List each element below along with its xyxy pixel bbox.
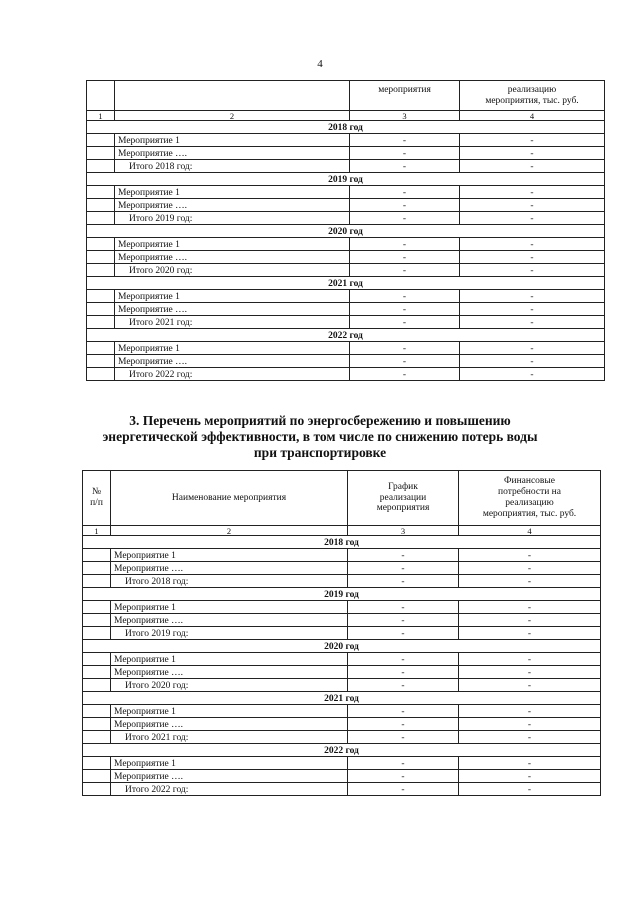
finance-cell: - xyxy=(459,653,601,666)
measure-row xyxy=(83,770,601,783)
schedule-cell: - xyxy=(350,290,460,303)
section-title-line2: энергетической эффективности, в том числе по снижению потерь воды xyxy=(102,429,538,445)
measure-name: Итого 2019 год: xyxy=(111,627,348,640)
year-heading: 2021 год xyxy=(83,692,601,705)
year-row xyxy=(83,588,601,601)
measure-name: Мероприятие …. xyxy=(115,303,350,316)
measure-row xyxy=(87,290,605,303)
total-row xyxy=(87,316,605,329)
header-col4-line2: мероприятия, тыс. руб. xyxy=(485,95,579,106)
header-cell-3 xyxy=(348,471,459,526)
row-number-cell xyxy=(83,653,111,666)
header-cell-1 xyxy=(87,81,115,111)
total-row xyxy=(87,160,605,173)
col-number: 4 xyxy=(460,111,605,121)
measure-row xyxy=(87,199,605,212)
measure-name: Итого 2022 год: xyxy=(115,368,350,381)
finance-cell: - xyxy=(459,731,601,744)
row-number-cell xyxy=(87,160,115,173)
total-row xyxy=(87,264,605,277)
year-row xyxy=(87,225,605,238)
finance-cell: - xyxy=(459,575,601,588)
measure-name: Мероприятие …. xyxy=(115,251,350,264)
year-row xyxy=(87,277,605,290)
section-title-line3: при транспортировке xyxy=(253,445,387,461)
col-number: 4 xyxy=(459,526,601,536)
finance-cell: - xyxy=(460,368,605,381)
schedule-cell: - xyxy=(348,653,459,666)
finance-cell: - xyxy=(459,679,601,692)
row-number-cell xyxy=(83,601,111,614)
measure-name: Мероприятие 1 xyxy=(111,601,348,614)
measure-name: Мероприятие 1 xyxy=(115,238,350,251)
schedule-cell: - xyxy=(350,238,460,251)
schedule-cell: - xyxy=(350,316,460,329)
measure-name: Итого 2018 год: xyxy=(115,160,350,173)
schedule-cell: - xyxy=(350,212,460,225)
header-col3-line1: График xyxy=(388,481,418,492)
finance-cell: - xyxy=(460,199,605,212)
year-heading: 2020 год xyxy=(87,225,605,238)
year-heading: 2020 год xyxy=(83,640,601,653)
finance-cell: - xyxy=(460,147,605,160)
col-number: 2 xyxy=(111,526,348,536)
measure-row xyxy=(83,718,601,731)
finance-cell: - xyxy=(460,160,605,173)
measure-row xyxy=(83,614,601,627)
measure-row xyxy=(87,303,605,316)
schedule-cell: - xyxy=(348,770,459,783)
row-number-cell xyxy=(87,238,115,251)
header-col1-line2: п/п xyxy=(90,498,103,508)
measure-name: Мероприятие …. xyxy=(115,355,350,368)
measure-name: Мероприятие …. xyxy=(111,770,348,783)
measure-name: Мероприятие 1 xyxy=(111,653,348,666)
measure-name: Итого 2018 год: xyxy=(111,575,348,588)
finance-cell: - xyxy=(459,718,601,731)
measure-name: Мероприятие 1 xyxy=(115,134,350,147)
header-col4-line4: мероприятия, тыс. руб. xyxy=(482,508,577,519)
row-number-cell xyxy=(87,212,115,225)
measure-name: Мероприятие …. xyxy=(115,199,350,212)
year-row xyxy=(87,329,605,342)
finance-cell: - xyxy=(459,601,601,614)
measure-row xyxy=(87,342,605,355)
measure-name: Итого 2022 год: xyxy=(111,783,348,796)
year-heading: 2018 год xyxy=(87,121,605,134)
measure-row xyxy=(83,757,601,770)
row-number-cell xyxy=(83,718,111,731)
measure-name: Итого 2021 год: xyxy=(115,316,350,329)
header-cell-2 xyxy=(115,81,350,111)
schedule-cell: - xyxy=(350,147,460,160)
finance-cell: - xyxy=(460,238,605,251)
measure-row xyxy=(83,705,601,718)
measure-row xyxy=(83,549,601,562)
schedule-cell: - xyxy=(348,549,459,562)
schedule-cell: - xyxy=(348,731,459,744)
year-row xyxy=(83,692,601,705)
header-col3-line3: мероприятия xyxy=(376,503,430,514)
total-row xyxy=(83,575,601,588)
row-number-cell xyxy=(87,147,115,160)
year-heading: 2022 год xyxy=(87,329,605,342)
schedule-cell: - xyxy=(350,199,460,212)
measure-name: Мероприятие 1 xyxy=(115,186,350,199)
measure-name: Мероприятие …. xyxy=(115,147,350,160)
header-col3-line2: реализации xyxy=(379,492,427,503)
total-row xyxy=(83,783,601,796)
measure-row xyxy=(83,562,601,575)
col-number: 3 xyxy=(348,526,459,536)
row-number-cell xyxy=(87,251,115,264)
schedule-cell: - xyxy=(350,134,460,147)
schedule-cell: - xyxy=(350,368,460,381)
col-number: 2 xyxy=(115,111,350,121)
measure-row xyxy=(83,653,601,666)
row-number-cell xyxy=(83,679,111,692)
year-row xyxy=(83,536,601,549)
row-number-cell xyxy=(87,316,115,329)
finance-cell: - xyxy=(459,770,601,783)
header-cell-4 xyxy=(460,81,605,111)
row-number-cell xyxy=(83,627,111,640)
col-number: 1 xyxy=(83,526,111,536)
schedule-cell: - xyxy=(350,160,460,173)
finance-cell: - xyxy=(460,316,605,329)
finance-cell: - xyxy=(460,355,605,368)
row-number-cell xyxy=(87,264,115,277)
year-row xyxy=(87,121,605,134)
schedule-cell: - xyxy=(348,666,459,679)
year-row xyxy=(83,640,601,653)
row-number-cell xyxy=(87,342,115,355)
schedule-cell: - xyxy=(350,186,460,199)
header-cell-1 xyxy=(83,471,111,526)
row-number-cell xyxy=(83,731,111,744)
measure-name: Итого 2019 год: xyxy=(115,212,350,225)
schedule-cell: - xyxy=(348,705,459,718)
header-col3-text: мероприятия xyxy=(378,85,431,95)
finance-cell: - xyxy=(459,705,601,718)
finance-cell: - xyxy=(459,562,601,575)
header-col4-line3: реализацию xyxy=(505,498,554,508)
schedule-cell: - xyxy=(350,251,460,264)
schedule-cell: - xyxy=(348,718,459,731)
measure-name: Мероприятие …. xyxy=(111,718,348,731)
measure-name: Мероприятие 1 xyxy=(115,290,350,303)
finance-cell: - xyxy=(460,212,605,225)
schedule-cell: - xyxy=(348,562,459,575)
schedule-cell: - xyxy=(348,757,459,770)
row-number-cell xyxy=(87,186,115,199)
total-row xyxy=(87,368,605,381)
col-number: 3 xyxy=(350,111,460,121)
measure-row xyxy=(83,666,601,679)
finance-cell: - xyxy=(460,134,605,147)
header-col4-line1: Финансовые xyxy=(503,476,556,487)
row-number-cell xyxy=(83,666,111,679)
schedule-cell: - xyxy=(348,627,459,640)
measure-row xyxy=(87,355,605,368)
header-col4-line1: реализацию xyxy=(507,85,557,95)
schedule-cell: - xyxy=(348,679,459,692)
measure-row xyxy=(87,147,605,160)
finance-cell: - xyxy=(459,627,601,640)
schedule-cell: - xyxy=(348,614,459,627)
row-number-cell xyxy=(87,303,115,316)
row-number-cell xyxy=(83,549,111,562)
row-number-cell xyxy=(83,575,111,588)
measure-name: Итого 2021 год: xyxy=(111,731,348,744)
measure-name: Итого 2020 год: xyxy=(111,679,348,692)
measure-name: Мероприятие 1 xyxy=(111,549,348,562)
measure-name: Мероприятие 1 xyxy=(115,342,350,355)
row-number-cell xyxy=(83,562,111,575)
schedule-cell: - xyxy=(348,601,459,614)
schedule-cell: - xyxy=(348,783,459,796)
page-number: 4 xyxy=(317,58,323,70)
row-number-cell xyxy=(87,134,115,147)
finance-cell: - xyxy=(460,303,605,316)
finance-cell: - xyxy=(460,290,605,303)
row-number-cell xyxy=(87,368,115,381)
row-number-cell xyxy=(83,757,111,770)
measure-name: Мероприятие …. xyxy=(111,666,348,679)
total-row xyxy=(83,627,601,640)
measure-row xyxy=(87,238,605,251)
year-heading: 2019 год xyxy=(83,588,601,601)
measure-name: Мероприятие …. xyxy=(111,614,348,627)
year-row xyxy=(87,173,605,186)
schedule-cell: - xyxy=(350,264,460,277)
measure-name: Мероприятие 1 xyxy=(111,757,348,770)
schedule-cell: - xyxy=(350,342,460,355)
row-number-cell xyxy=(83,614,111,627)
row-number-cell xyxy=(83,783,111,796)
measure-name: Мероприятие 1 xyxy=(111,705,348,718)
year-heading: 2021 год xyxy=(87,277,605,290)
header-col4-line2: потребности на xyxy=(498,487,561,498)
row-number-cell xyxy=(87,290,115,303)
measure-row xyxy=(87,251,605,264)
col-number: 1 xyxy=(87,111,115,121)
finance-cell: - xyxy=(459,614,601,627)
finance-cell: - xyxy=(460,342,605,355)
header-cell-3 xyxy=(350,81,460,111)
schedule-cell: - xyxy=(350,303,460,316)
total-row xyxy=(87,212,605,225)
finance-cell: - xyxy=(459,549,601,562)
year-heading: 2019 год xyxy=(87,173,605,186)
measure-row xyxy=(83,601,601,614)
total-row xyxy=(83,679,601,692)
finance-cell: - xyxy=(460,264,605,277)
measures-table-continued xyxy=(86,80,605,381)
measure-name: Итого 2020 год: xyxy=(115,264,350,277)
row-number-cell xyxy=(83,770,111,783)
row-number-cell xyxy=(87,199,115,212)
measure-name: Мероприятие …. xyxy=(111,562,348,575)
header-col1-line1: № xyxy=(91,487,102,498)
total-row xyxy=(83,731,601,744)
measure-row xyxy=(87,134,605,147)
finance-cell: - xyxy=(459,757,601,770)
year-row xyxy=(83,744,601,757)
schedule-cell: - xyxy=(348,575,459,588)
section-3-title xyxy=(0,413,640,462)
header-cell-4 xyxy=(459,471,601,526)
section-title-line1: 3. Перечень мероприятий по энергосбережению и повышению xyxy=(129,413,511,428)
row-number-cell xyxy=(87,355,115,368)
finance-cell: - xyxy=(460,251,605,264)
measure-row xyxy=(87,186,605,199)
year-heading: 2022 год xyxy=(83,744,601,757)
header-col2-text: Наименование мероприятия xyxy=(171,492,287,503)
energy-saving-measures-table xyxy=(82,470,601,796)
row-number-cell xyxy=(83,705,111,718)
finance-cell: - xyxy=(459,783,601,796)
finance-cell: - xyxy=(460,186,605,199)
year-heading: 2018 год xyxy=(83,536,601,549)
header-cell-2 xyxy=(111,471,348,526)
finance-cell: - xyxy=(459,666,601,679)
schedule-cell: - xyxy=(350,355,460,368)
